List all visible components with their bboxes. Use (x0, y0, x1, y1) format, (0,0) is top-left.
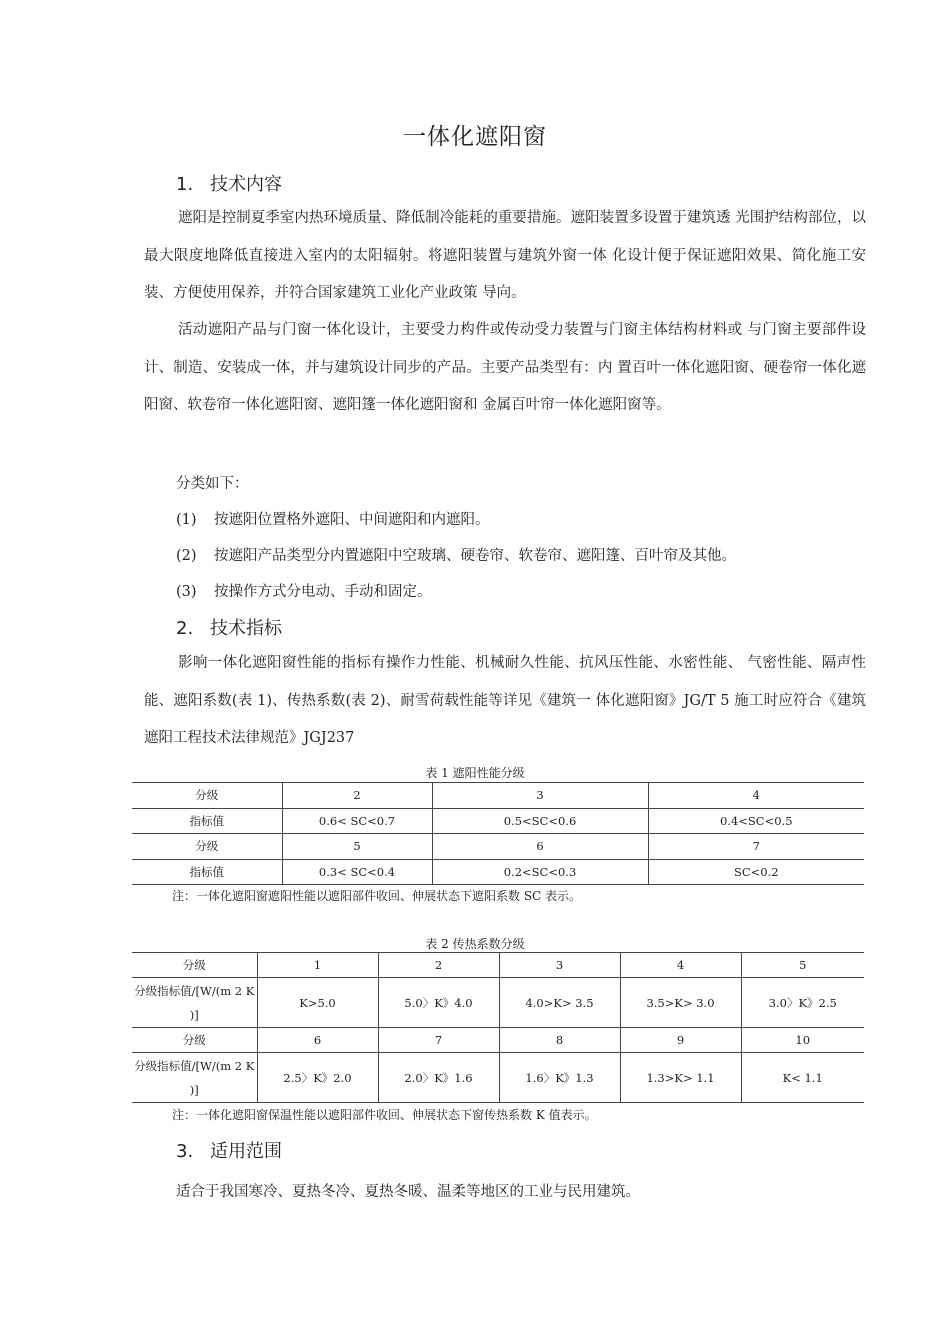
table-cell: 2.5〉K》2.0 (257, 1053, 378, 1103)
table-row (132, 953, 864, 978)
table-cell: 6 (257, 1028, 378, 1053)
table-cell: 分级 (132, 953, 257, 978)
section-2-heading (176, 614, 282, 640)
table-cell: 分级指标值/[W/(m 2 K )] (132, 978, 257, 1028)
table-cell: SC<0.2 (648, 859, 864, 885)
table-cell: 分级 (132, 783, 282, 809)
table-row (132, 834, 864, 860)
section-3-title: 适用范围 (210, 1141, 282, 1162)
table-cell: 0.2<SC<0.3 (432, 859, 648, 885)
classify-item-1-mark: (1) (176, 512, 197, 528)
section-1-paragraph-2: 活动遮阳产品与门窗一体化设计，主要受力构件或传动受力装置与门窗主体结构材料或 与门窗主要部件设计、制造、安装成一体，并与建筑设计同步的产品。主要产品类型有：内 置百叶一体化遮阳窗、硬卷帘一体化遮阳窗、软卷帘一体化遮阳窗、遮阳篷一体化遮阳窗和 金属百叶帘一体化遮阳窗等。 (144, 322, 866, 413)
classify-item-3 (176, 580, 432, 601)
classify-item-3-text: 按操作方式分电动、手动和固定。 (214, 584, 432, 600)
table-cell: K< 1.1 (741, 1053, 864, 1103)
section-2-title: 技术指标 (210, 618, 282, 639)
section-1-heading (176, 170, 282, 196)
classify-item-2-text: 按遮阳产品类型分内置遮阳中空玻璃、硬卷帘、软卷帘、遮阳篷、百叶帘及其他。 (214, 548, 736, 564)
table-cell: 1 (257, 953, 378, 978)
table-cell: 3 (432, 783, 648, 809)
table-cell: 0.5<SC<0.6 (432, 808, 648, 834)
section-2-paragraph: 影响一体化遮阳窗性能的指标有操作力性能、机械耐久性能、抗风压性能、水密性能、 气密性能、隔声性能、遮阳系数(表 1)、传热系数(表 2)、耐雪荷载性能等详见《建筑一 体化遮阳窗》JG/T 5 施工时应符合《建筑遮阳工程技术法律规范》JGJ237 (144, 655, 866, 746)
table-row (132, 1053, 864, 1103)
classify-item-2 (176, 544, 736, 565)
table-1-caption: 表 1 遮阳性能分级 (425, 766, 525, 780)
table-cell: 分级 (132, 1028, 257, 1053)
table-cell: 0.6< SC<0.7 (282, 808, 432, 834)
table-cell: 0.4<SC<0.5 (648, 808, 864, 834)
classify-item-3-mark: (3) (176, 584, 197, 600)
table-cell: 0.3< SC<0.4 (282, 859, 432, 885)
section-3-heading (176, 1137, 282, 1163)
table-cell: 5 (741, 953, 864, 978)
page-title: 一体化遮阳窗 (403, 124, 547, 150)
table-row (132, 859, 864, 885)
table-cell: 9 (620, 1028, 741, 1053)
table-2 (132, 952, 864, 1103)
table-cell: 4 (648, 783, 864, 809)
table-cell: 2.0〉K》1.6 (378, 1053, 499, 1103)
classify-item-2-mark: (2) (176, 548, 197, 564)
table-cell: 5 (282, 834, 432, 860)
table-cell: 6 (432, 834, 648, 860)
table-row (132, 1028, 864, 1053)
table-cell: 1.6〉K》1.3 (499, 1053, 620, 1103)
table-cell: 7 (378, 1028, 499, 1053)
table-2-caption: 表 2 传热系数分级 (425, 937, 525, 951)
section-3-paragraph: 适合于我国寒冷、夏热冬冷、夏热冬暖、温柔等地区的工业与民用建筑。 (176, 1184, 640, 1200)
classify-item-1-text: 按遮阳位置格外遮阳、中间遮阳和内遮阳。 (214, 512, 490, 528)
section-1-title: 技术内容 (210, 174, 282, 195)
table-cell: 4 (620, 953, 741, 978)
table-row (132, 783, 864, 809)
classify-intro: 分类如下： (176, 476, 249, 492)
table-1-note: 注：一体化遮阳窗遮阳性能以遮阳部件收回、伸展状态下遮阳系数 SC 表示。 (172, 889, 582, 903)
table-cell: 分级指标值/[W/(m 2 K )] (132, 1053, 257, 1103)
table-cell: 分级 (132, 834, 282, 860)
section-3-number: 3. (176, 1141, 194, 1162)
section-2-number: 2. (176, 618, 194, 639)
table-cell: 3 (499, 953, 620, 978)
section-1-number: 1. (176, 174, 194, 195)
table-cell: 3.0〉K》2.5 (741, 978, 864, 1028)
table-cell: K>5.0 (257, 978, 378, 1028)
table-cell: 3.5>K> 3.0 (620, 978, 741, 1028)
table-cell: 1.3>K> 1.1 (620, 1053, 741, 1103)
table-cell: 4.0>K> 3.5 (499, 978, 620, 1028)
table-cell: 7 (648, 834, 864, 860)
table-cell: 2 (378, 953, 499, 978)
section-1-paragraph-1: 遮阳是控制夏季室内热环境质量、降低制冷能耗的重要措施。遮阳装置多设置于建筑透 光围护结构部位，以最大限度地降低直接进入室内的太阳辐射。将遮阳装置与建筑外窗一体 化设计便于保证遮阳效果、简化施工安装、方便使用保养，并符合国家建筑工业化产业政策 导向。 (144, 210, 866, 301)
table-cell: 指标值 (132, 808, 282, 834)
table-cell: 2 (282, 783, 432, 809)
table-1 (132, 782, 864, 885)
table-row (132, 808, 864, 834)
classify-item-1 (176, 508, 490, 529)
table-cell: 8 (499, 1028, 620, 1053)
table-2-note: 注：一体化遮阳窗保温性能以遮阳部件收回、伸展状态下窗传热系数 K 值表示。 (172, 1108, 597, 1122)
table-cell: 10 (741, 1028, 864, 1053)
table-cell: 5.0〉K》4.0 (378, 978, 499, 1028)
table-row (132, 978, 864, 1028)
table-cell: 指标值 (132, 859, 282, 885)
